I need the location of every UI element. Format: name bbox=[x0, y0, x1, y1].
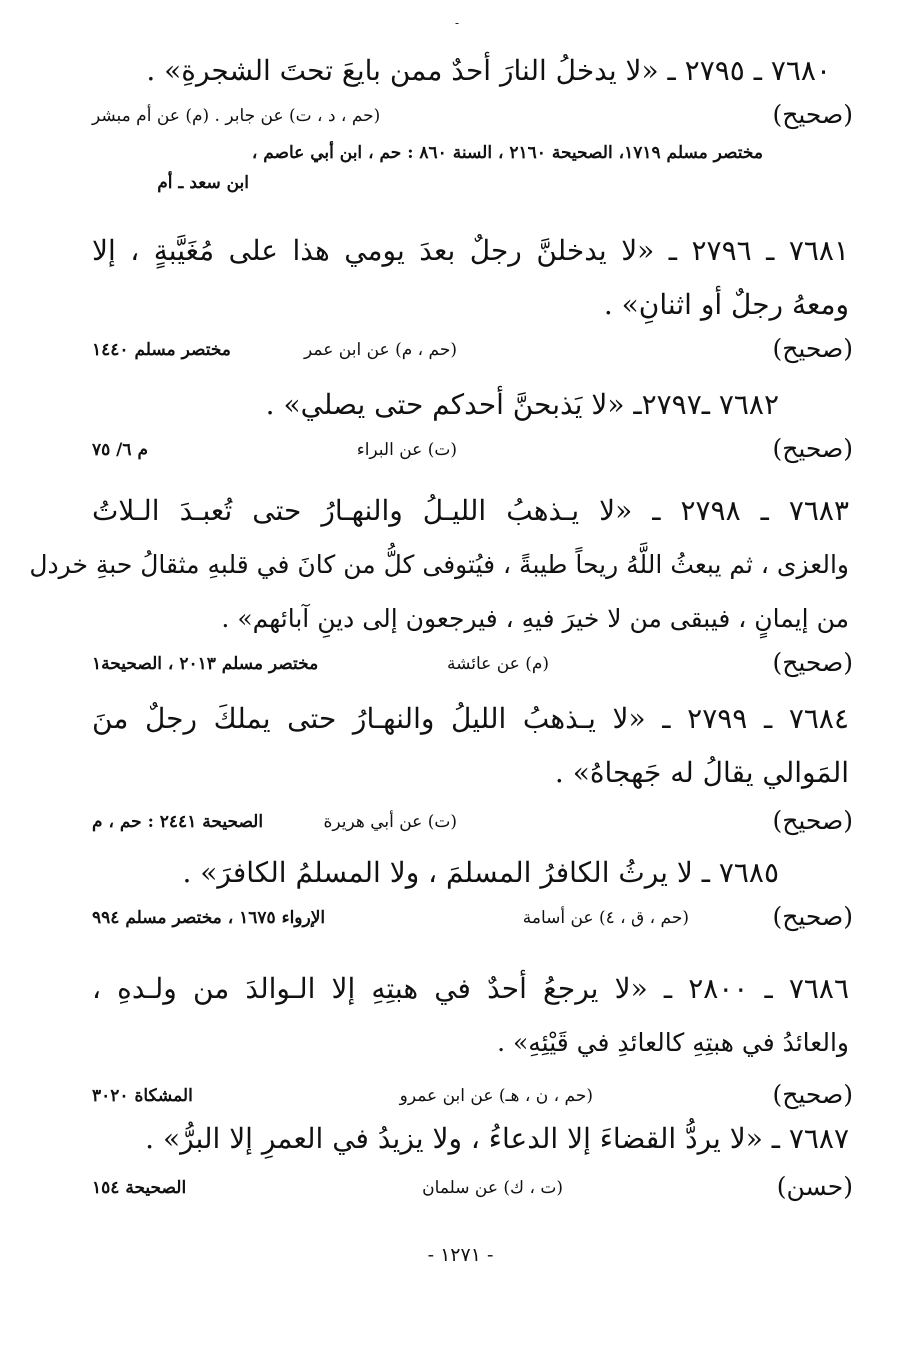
source-line bbox=[92, 98, 853, 138]
source-line bbox=[92, 646, 853, 686]
narrator-citation: (ت) عن البراء bbox=[356, 440, 457, 460]
reference-citation: المشكاة ٣٠٢٠ bbox=[92, 1086, 193, 1106]
reference-citation: م ٦/ ٧٥ bbox=[92, 440, 148, 460]
reference-citation: الصحيحة ٢٤٤١ : حم ، م bbox=[92, 812, 264, 832]
top-mark: - bbox=[455, 16, 460, 30]
grade-label: (صحيح) bbox=[772, 806, 853, 835]
hadith-entry-7685 bbox=[92, 846, 853, 940]
hadith-text-line: ٧٦٨٤ ـ ٢٧٩٩ ـ «لا يـذهبُ الليلُ والنهـارُ حتى يملكَ رجلٌ منَ bbox=[92, 702, 849, 735]
grade-label: (حسن) bbox=[776, 1172, 853, 1201]
narrator-citation: (حم ، د ، ت) عن جابر . (م) عن أم مبشر bbox=[92, 106, 381, 126]
hadith-entry-7684 bbox=[92, 692, 853, 844]
hadith-text-line: والعزى ، ثم يبعثُ اللَّهُ ريحاً طيبةً ، فيُتوفى كلُّ من كانَ في قلبهِ مثقالُ حبةِ خردل bbox=[29, 550, 849, 579]
reference-line: مختصر مسلم ١٧١٩، الصحيحة ٢١٦٠ ، السنة ٨٦٠ : حم ، ابن أبي عاصم ، bbox=[251, 143, 763, 163]
source-line bbox=[92, 900, 853, 940]
narrator-citation: (م) عن عائشة bbox=[446, 654, 549, 674]
reference-citation: الصحيحة ١٥٤ bbox=[92, 1178, 187, 1198]
hadith-entry-7681 bbox=[92, 224, 853, 372]
grade-label: (صحيح) bbox=[772, 648, 853, 677]
hadith-text-line: والعائدُ في هبتِهِ كالعائدِ في قَيْئِهِ» . bbox=[497, 1028, 849, 1057]
hadith-text-line: ٧٦٨٢ ـ٢٧٩٧ـ «لا يَذبحنَّ أحدكم حتى يصلي» . bbox=[265, 388, 779, 421]
hadith-text-line: المَوالي يقالُ له جَهجاهُ» . bbox=[554, 756, 849, 789]
reference-citation: الإرواء ١٦٧٥ ، مختصر مسلم ٩٩٤ bbox=[92, 908, 326, 928]
hadith-entry-7682 bbox=[92, 378, 853, 472]
hadith-text-line: ٧٦٨١ ـ ٢٧٩٦ ـ «لا يدخلنَّ رجلٌ بعدَ يومي هذا على مُغَيَّبةٍ ، إلا bbox=[92, 234, 849, 267]
grade-label: (صحيح) bbox=[772, 902, 853, 931]
hadith-entry-7686 bbox=[92, 962, 853, 1118]
hadith-text-line: ٧٦٨٠ ـ ٢٧٩٥ ـ «لا يدخلُ النارَ أحدٌ ممن بايعَ تحتَ الشجرةِ» . bbox=[146, 54, 831, 87]
reference-line: ابن سعد ـ أم bbox=[157, 173, 249, 193]
source-line bbox=[92, 1170, 853, 1210]
source-line bbox=[92, 432, 853, 472]
narrator-citation: (حم ، ق ، ٤) عن أسامة bbox=[522, 908, 689, 928]
reference-citation: مختصر مسلم ١٤٤٠ bbox=[92, 340, 231, 360]
hadith-entry-7683 bbox=[29, 484, 853, 686]
hadith-entry-7680 bbox=[92, 44, 853, 198]
narrator-citation: (حم ، م) عن ابن عمر bbox=[304, 340, 457, 360]
grade-label: (صحيح) bbox=[772, 334, 853, 363]
source-line bbox=[92, 332, 853, 372]
narrator-citation: (ت ، ك) عن سلمان bbox=[422, 1178, 563, 1198]
hadith-text-line: من إيمانٍ ، فيبقى من لا خيرَ فيهِ ، فيرجعون إلى دينِ آبائهم» . bbox=[221, 604, 849, 633]
grade-label: (صحيح) bbox=[772, 100, 853, 129]
grade-label: (صحيح) bbox=[772, 1080, 853, 1109]
hadith-entry-7687 bbox=[92, 1112, 853, 1210]
hadith-text-line: ومعهُ رجلٌ أو اثنانِ» . bbox=[603, 288, 849, 321]
hadith-text-line: ٧٦٨٦ ـ ٢٨٠٠ ـ «لا يرجعُ أحدٌ في هبتِهِ إلا الـوالدَ من ولـدهِ ، bbox=[92, 972, 849, 1005]
source-line bbox=[92, 804, 853, 844]
hadith-text-line: ٧٦٨٧ ـ «لا يردُّ القضاءَ إلا الدعاءُ ، ولا يزيدُ في العمرِ إلا البرُّ» . bbox=[145, 1122, 849, 1155]
narrator-citation: (ت) عن أبي هريرة bbox=[323, 812, 457, 832]
grade-label: (صحيح) bbox=[772, 434, 853, 463]
page-number: - ١٢٧١ - bbox=[427, 1244, 494, 1266]
narrator-citation: (حم ، ن ، هـ) عن ابن عمرو bbox=[399, 1086, 593, 1106]
hadith-text-line: ٧٦٨٥ ـ لا يرثُ الكافرُ المسلمَ ، ولا المسلمُ الكافرَ» . bbox=[182, 856, 779, 889]
hadith-text-line: ٧٦٨٣ ـ ٢٧٩٨ ـ «لا يـذهبُ الليـلُ والنهـارُ حتى تُعبـدَ الـلاتُ bbox=[92, 494, 849, 527]
reference-citation: مختصر مسلم ٢٠١٣ ، الصحيحة١ bbox=[92, 654, 319, 674]
